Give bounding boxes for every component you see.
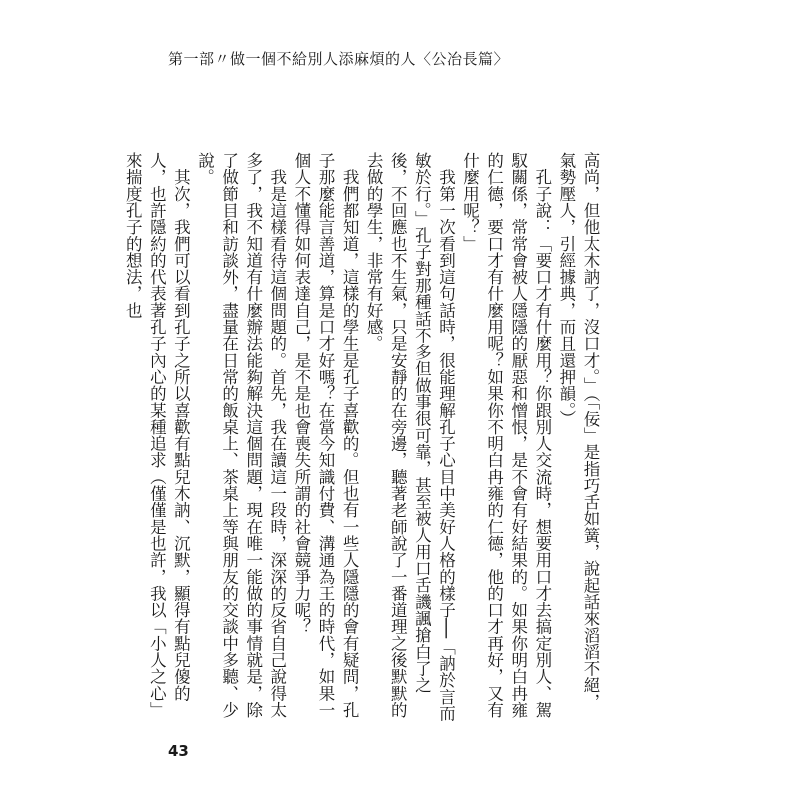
paragraph-3: 我第一次看到這句話時，很能理解孔子心目中美好人格的樣子──「訥於言而敏於行。」孔子對那種話不多但做事很可靠，甚至被人用口舌譏諷搶白了之後，不回應也不生氣，只是安靜的在旁邊，聽著老師說了一番道理之後默默的去做的學生，非常有好感。 <box>364 152 456 722</box>
paragraph-5: 我是這樣看待這個問題的。首先，我在讀這一段時，深深的反省自己說得太多了，我不知道有什麼辦法能夠解決這個問題，現在唯一能做的事情就是，除了做節目和訪談外，盡量在日常的飯桌上、茶桌上等與朋友的交談中多聽、少說。 <box>195 152 287 719</box>
paragraph-2: 孔子說：「要口才有什麼用？你跟別人交流時，想要用口才去搞定別人、駕馭關係，常常會被人隱隱的厭惡和憎恨，是不會有好結果的。如果你明白冉雍的仁德，要口才有什麼用呢？如果你不明白冉雍的仁德，他的口才再好，又有什麼用呢？」 <box>460 152 552 719</box>
page-number: 43 <box>168 742 189 760</box>
running-header: 第一部〃做一個不給別人添麻煩的人〈公冶長篇〉 <box>168 50 510 68</box>
paragraph-1: 高尚，但他太木訥了，沒口才。」（「佞」是指巧舌如簧，說起話來滔滔不絕，氣勢壓人，引經據典，而且還押韻。） <box>556 152 600 710</box>
vertical-body-text <box>123 152 602 724</box>
paragraph-6: 其次，我們可以看到孔子之所以喜歡有點兒木訥、沉默，顯得有點兒傻的人，也許隱約的代表著孔子內心的某種追求（僅僅是也許，我以「小人之心」來揣度孔子的想法，也 <box>123 152 191 719</box>
paragraph-4: 我們都知道，這樣的學生是孔子喜歡的。但也有一些人隱隱的會有疑問，孔子那麼能言善道，算是口才好嗎？在當今知識付費、溝通為王的時代，如果一個人不懂得如何表達自己，是不是也會喪失所謂的社會競爭力呢？ <box>291 152 360 719</box>
